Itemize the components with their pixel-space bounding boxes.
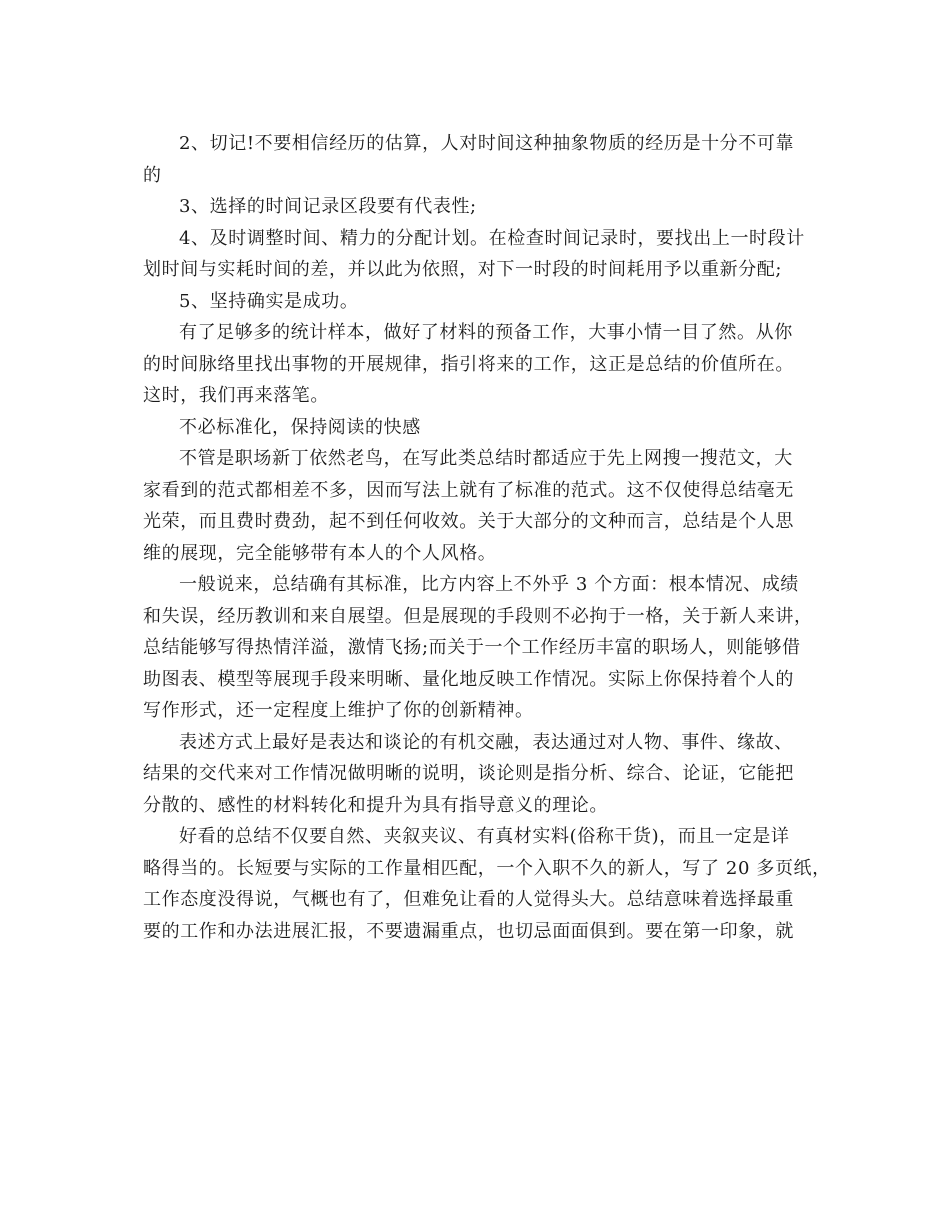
text-line: 有了足够多的统计样本，做好了材料的预备工作，大事小情一目了然。从你 <box>179 322 793 343</box>
text-line: 光荣，而且费时费劲，起不到任何收效。关于大部分的文种而言，总结是个人思 <box>143 511 794 532</box>
text-line: 写作形式，还一定程度上维护了你的创新精神。 <box>143 700 534 721</box>
text-line: 不管是职场新丁依然老鸟，在写此类总结时都适应于先上网搜一搜范文，大 <box>179 448 793 469</box>
text-line: 这时，我们再来落笔。 <box>143 385 329 406</box>
text-line: 工作态度没得说，气概也有了，但难免让看的人觉得头大。总结意味着选择最重 <box>143 889 794 910</box>
paragraph-templates <box>143 443 808 569</box>
text-line: 家看到的范式都相差不多，因而写法上就有了标准的范式。这不仅使得总结毫无 <box>143 479 794 501</box>
text-line: 2、切记!不要相信经历的估算，人对时间这种抽象物质的经历是十分不可靠 <box>179 133 795 154</box>
document-body <box>143 128 831 947</box>
paragraph-statistics <box>143 317 808 412</box>
text-line: 的 <box>143 164 162 186</box>
text-line: 好看的总结不仅要自然、夹叙夹议、有真材实料(俗称干货)，而且一定是详 <box>179 826 790 847</box>
text-line: 和失误，经历教训和来自展望。但是展现的手段则不必拘于一格，关于新人来讲， <box>143 605 813 627</box>
text-line: 3、选择的时间记录区段要有代表性; <box>179 196 477 217</box>
paragraph-tip-5 <box>143 286 808 318</box>
text-line: 略得当的。长短要与实际的工作量相匹配，一个入职不久的新人，写了 20 多页纸， <box>143 857 831 879</box>
text-line: 总结能够写得热情洋溢，激情飞扬;而关于一个工作经历丰富的职场人，则能够借 <box>143 637 801 658</box>
paragraph-tip-4 <box>143 223 808 286</box>
text-line: 结果的交代来对工作情况做明晰的说明，谈论则是指分析、综合、论证，它能把 <box>143 763 794 784</box>
section-heading <box>143 412 808 444</box>
text-line: 表述方式上最好是表达和谈论的有机交融，表达通过对人物、事件、缘故、 <box>179 731 793 753</box>
text-line: 一般说来，总结确有其标准，比方内容上不外乎 3 个方面：根本情况、成绩 <box>179 574 799 595</box>
text-line: 的时间脉络里找出事物的开展规律，指引将来的工作，这正是总结的价值所在。 <box>143 353 794 375</box>
text-line: 要的工作和办法进展汇报，不要遗漏重点，也切忌面面俱到。要在第一印象，就 <box>143 920 794 942</box>
text-line: 不必标准化，保持阅读的快感 <box>179 416 421 438</box>
text-line: 分散的、感性的材料转化和提升为具有指导意义的理论。 <box>143 794 608 816</box>
text-line: 助图表、模型等展现手段来明晰、量化地反映工作情况。实际上你保持着个人的 <box>143 668 794 690</box>
text-line: 划时间与实耗时间的差，并以此为依照，对下一时段的时间耗用予以重新分配; <box>143 259 783 280</box>
text-line: 维的展现，完全能够带有本人的个人风格。 <box>143 542 497 564</box>
paragraph-tip-2 <box>143 128 808 191</box>
paragraph-good-summary <box>143 821 831 947</box>
text-line: 5、坚持确实是成功。 <box>179 290 359 312</box>
paragraph-tip-3 <box>143 191 808 223</box>
paragraph-standards <box>143 569 813 727</box>
paragraph-expression <box>143 727 808 822</box>
text-line: 4、及时调整时间、精力的分配计划。在检查时间记录时，要找出上一时段计 <box>179 227 805 249</box>
